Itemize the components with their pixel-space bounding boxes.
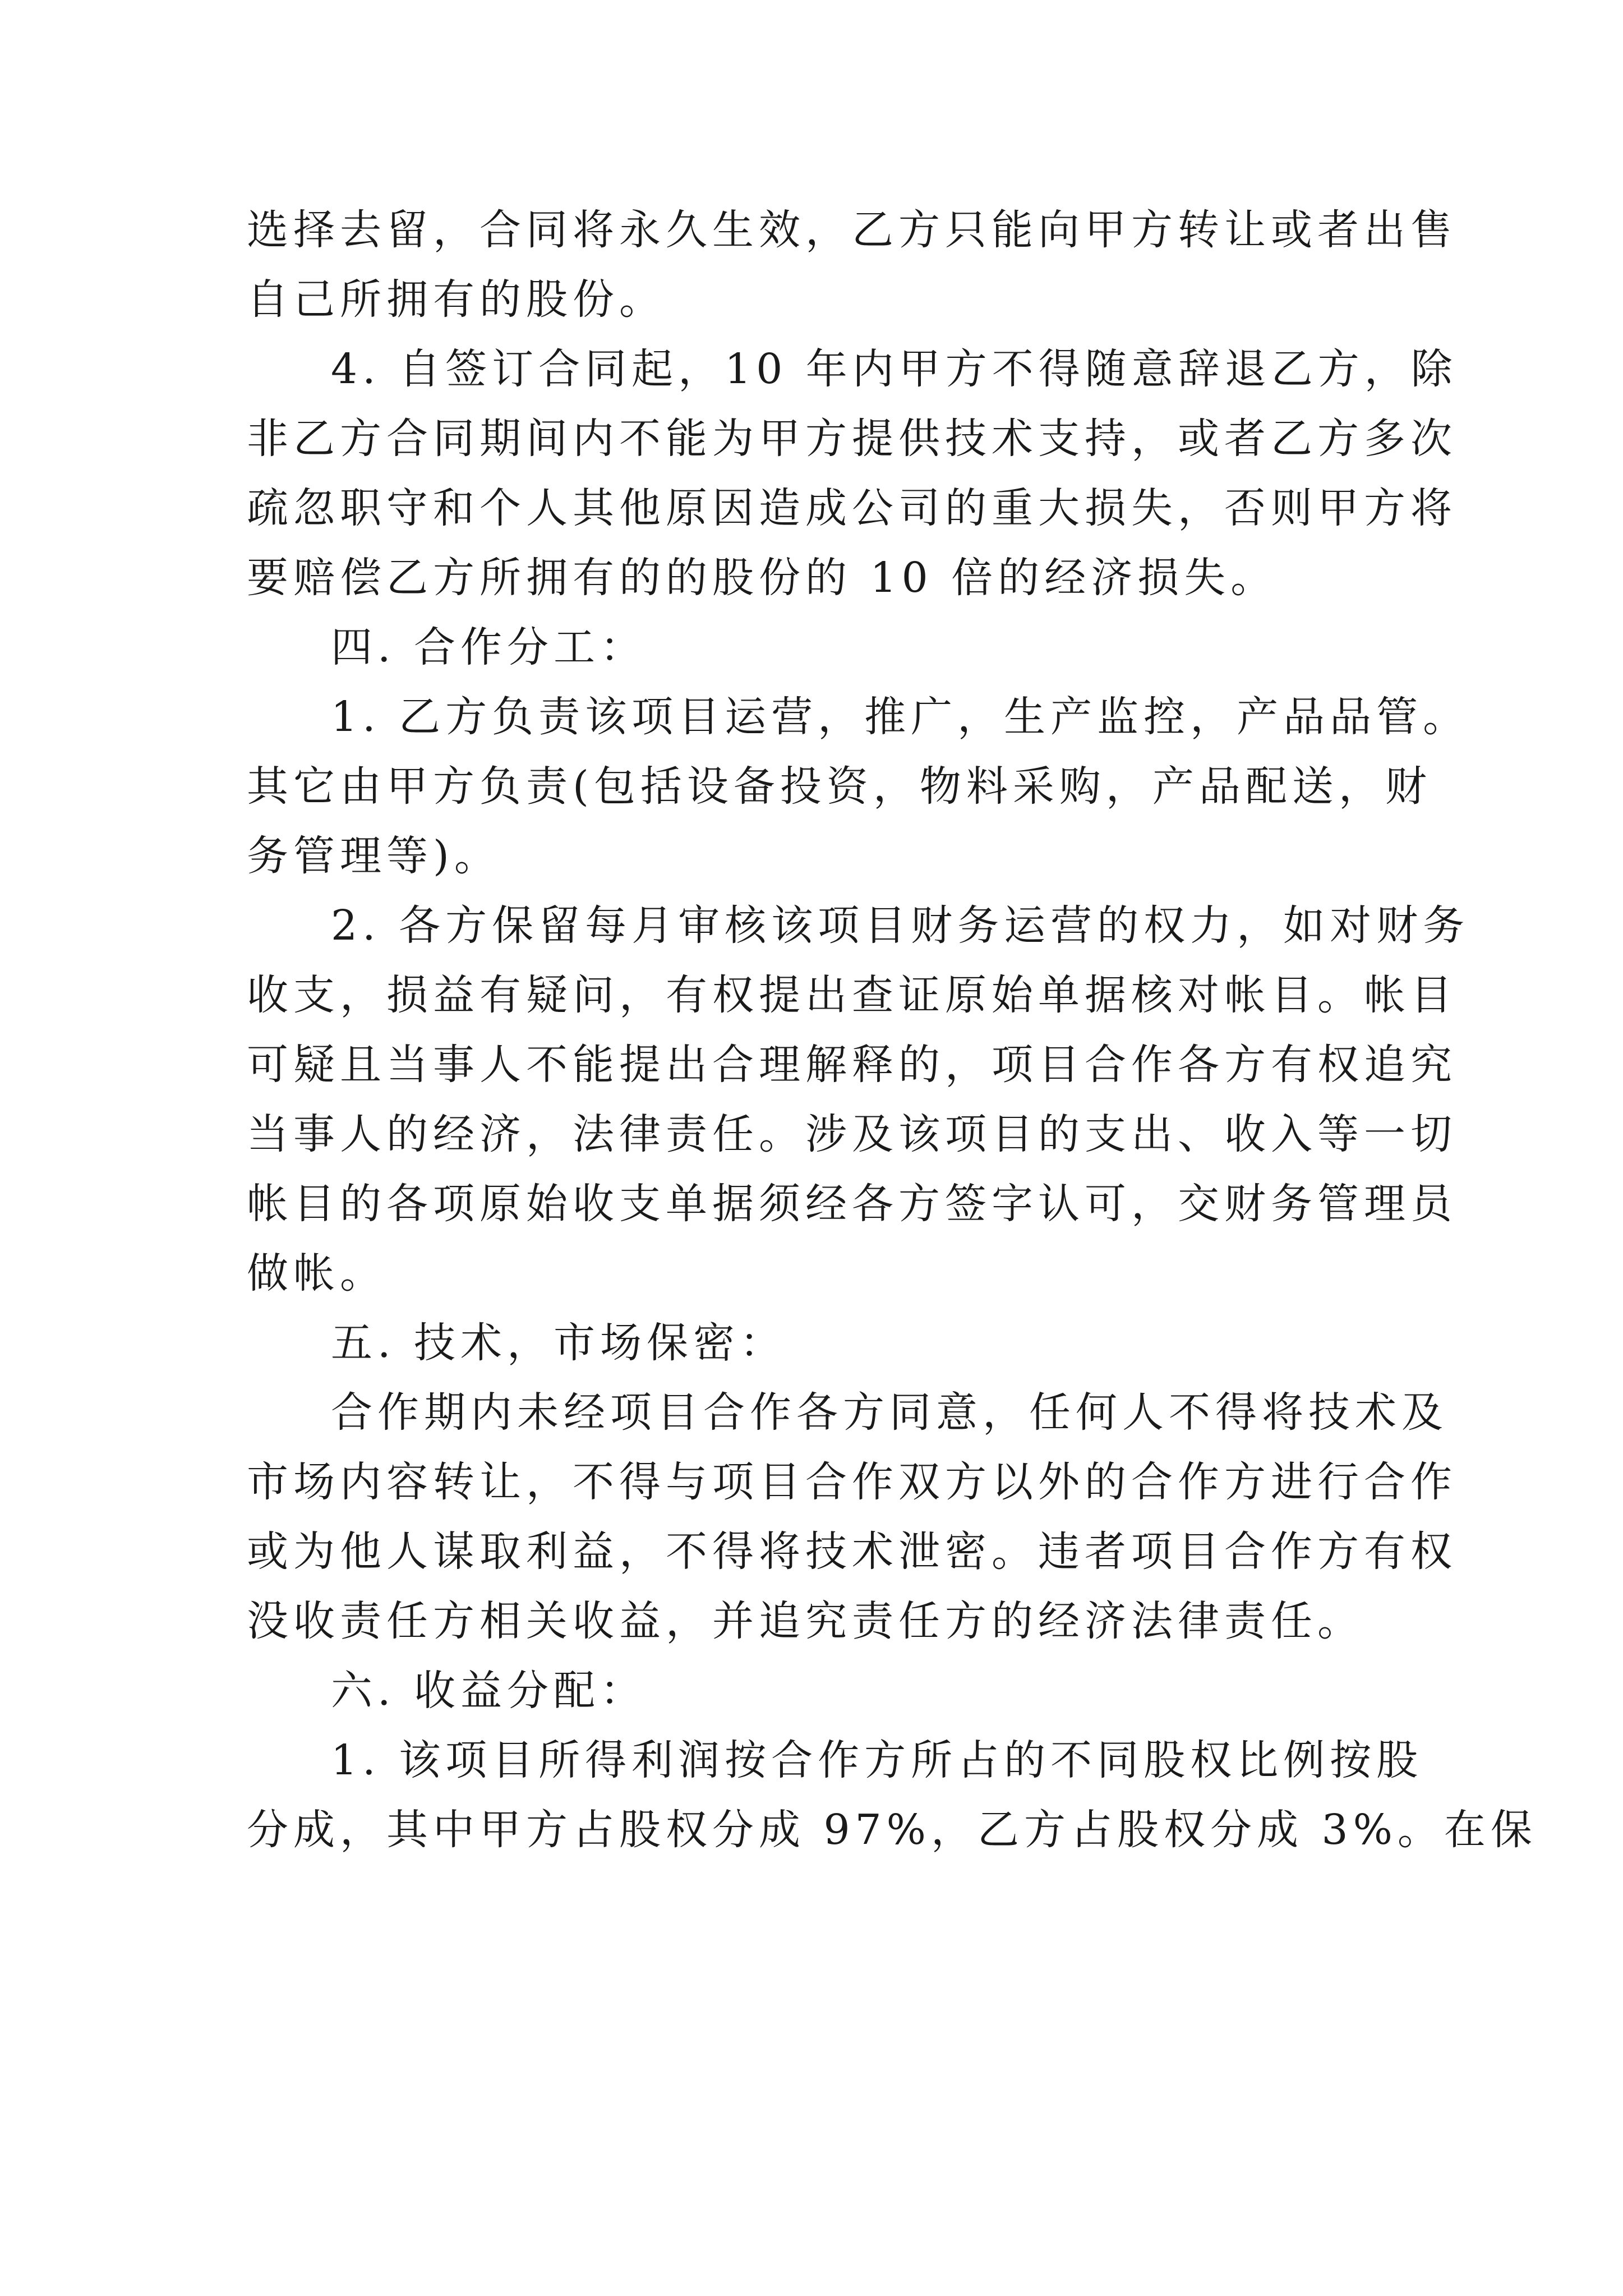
text-line: 选择去留，合同将永久生效，乙方只能向甲方转让或者出售 [247,206,1457,254]
text-line: 疏忽职守和个人其他原因造成公司的重大损失，否则甲方将 [247,484,1457,532]
text-line: 自己所拥有的股份。 [247,275,666,324]
section-heading-cooperation: 四. 合作分工： [331,623,647,671]
text-line: 收支，损益有疑问，有权提出查证原始单据核对帐目。帐目 [247,971,1457,1019]
confidentiality-paragraph: 合作期内未经项目合作各方同意，任何人不得将技术及 [331,1388,1448,1437]
text-line: 市场内容转让，不得与项目合作双方以外的合作方进行合作 [247,1458,1457,1506]
text-line: 当事人的经济，法律责任。涉及该项目的支出、收入等一切 [247,1110,1457,1158]
profit-clause-1: 1. 该项目所得利润按合作方所占的不同股权比例按股 [331,1736,1423,1784]
text-line: 务管理等)。 [247,832,501,880]
text-line: 其它由甲方负责(包括设备投资，物料采购，产品配送，财 [247,762,1432,811]
section-heading-profit-distribution: 六. 收益分配： [331,1667,647,1715]
cooperation-clause-1: 1. 乙方负责该项目运营，推广，生产监控，产品品管。 [331,693,1470,741]
text-line: 要赔偿乙方所拥有的的股份的 10 倍的经济损失。 [247,554,1278,602]
cooperation-clause-2: 2. 各方保留每月审核该项目财务运营的权力，如对财务 [331,901,1470,950]
text-line: 或为他人谋取利益，不得将技术泄密。违者项目合作方有权 [247,1527,1457,1576]
contract-text [247,195,1537,1865]
text-line: 可疑且当事人不能提出合理解释的，项目合作各方有权追究 [247,1041,1457,1089]
text-line: 做帐。 [247,1249,386,1297]
text-line: 分成，其中甲方占股权分成 97%，乙方占股权分成 3%。在保 [247,1806,1537,1854]
text-line: 非乙方合同期间内不能为甲方提供技术支持，或者乙方多次 [247,415,1457,463]
text-line: 没收责任方相关收益，并追究责任方的经济法律责任。 [247,1597,1364,1645]
section-heading-confidentiality: 五. 技术，市场保密： [331,1319,787,1367]
text-line: 帐目的各项原始收支单据须经各方签字认可，交财务管理员 [247,1180,1457,1228]
clause-4: 4. 自签订合同起，10 年内甲方不得随意辞退乙方，除 [331,345,1458,393]
